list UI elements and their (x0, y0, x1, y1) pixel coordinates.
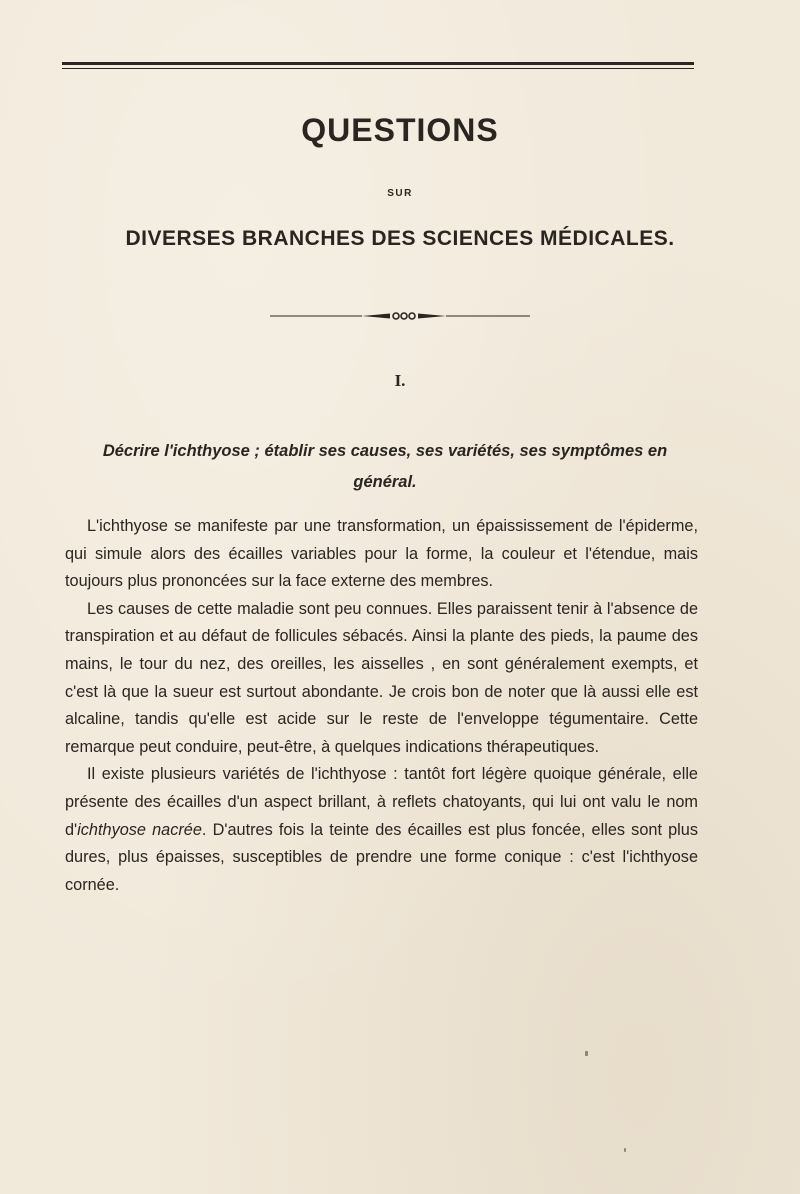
paragraph-3 (65, 761, 698, 899)
paragraph-3-emphasis: ichthyose nacrée (77, 820, 202, 839)
subtitle: DIVERSES BRANCHES DES SCIENCES MÉDICALES. (125, 227, 675, 250)
question-line-1: Décrire l'ichthyose ; établir ses causes, ses variétés, ses symptômes en (102, 442, 668, 460)
body-text (65, 513, 698, 899)
subtitle-sur: SUR (387, 188, 413, 199)
paragraph-3-part-b: . D'autres fois la teinte des écailles est plus foncée, elles sont plus dures, plus épaisses, susceptibles de prendre une forme conique : c'est l'ichthyose cornée. (65, 820, 698, 894)
paper-speck (585, 1051, 588, 1056)
paragraph-2: Les causes de cette maladie sont peu connues. Elles paraissent tenir à l'absence de transpiration et au défaut de follicules sébacés. Ainsi la plante des pieds, la paume des mains, le tour du nez, des oreilles, les aisselles , en sont généralement exempts, et c'est là que la sueur est surtout abondante. Je crois bon de noter que là aussi elle est alcaline, tandis qu'elle est acide sur le reste de l'enveloppe tégumentaire. Cette remarque peut conduire, peut-être, à quelques indications thérapeutiques. (65, 599, 698, 756)
question-heading (92, 436, 678, 498)
section-number: I. (394, 371, 406, 390)
rule-thin (62, 68, 694, 69)
top-double-rule (62, 62, 694, 71)
paragraph-3-part-a: Il existe plusieurs variétés de l'ichthyose : tantôt fort légère quoique générale, elle présente des écailles d'un aspect brillant, à reflets chatoyants, qui lui ont valu le nom d' (65, 765, 698, 839)
paragraph-1: L'ichthyose se manifeste par une transformation, un épaississement de l'épiderme, qui simule alors des écailles variables pour la forme, la couleur et l'étendue, mais toujours plus prononcées sur la face externe des membres. (65, 517, 698, 591)
rule-thick (62, 62, 694, 65)
page-title: QUESTIONS (301, 112, 499, 148)
ornament-divider-icon (0, 310, 800, 322)
paper-speck (624, 1148, 626, 1152)
question-line-2: général. (353, 473, 417, 491)
